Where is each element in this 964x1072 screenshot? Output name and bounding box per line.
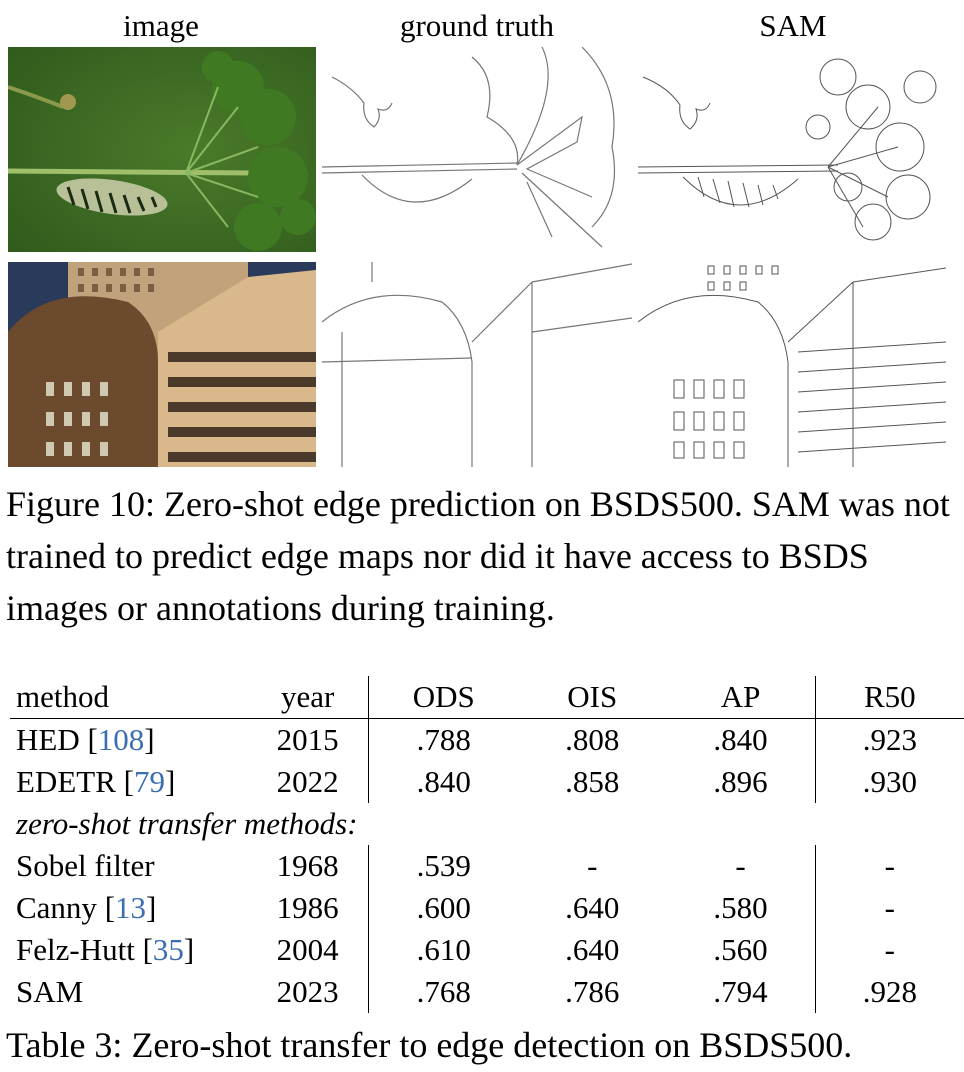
section-label: zero-shot transfer methods: xyxy=(16,806,358,841)
header-year: year xyxy=(247,676,369,719)
header-ap: AP xyxy=(666,676,815,719)
ap-cell: .794 xyxy=(713,974,768,1009)
ois-cell: - xyxy=(587,848,598,883)
year-cell: 2004 xyxy=(276,932,339,967)
ods-cell: .600 xyxy=(369,887,518,929)
ground-truth-buildings xyxy=(322,262,632,467)
r50-cell: .923 xyxy=(815,719,964,762)
ois-cell: .640 xyxy=(565,890,620,925)
results-table xyxy=(10,676,964,1013)
method-cell: EDETR [79] xyxy=(16,764,176,799)
method-cell: Canny [13] xyxy=(16,890,157,925)
year-cell: 1968 xyxy=(276,848,339,883)
year-cell: 2015 xyxy=(276,722,339,757)
method-name: HED xyxy=(16,722,80,757)
header-method: method xyxy=(10,676,247,719)
r50-cell: .928 xyxy=(815,971,964,1013)
ods-cell: .788 xyxy=(369,719,518,762)
ois-cell: .640 xyxy=(565,932,620,967)
header-ods: ODS xyxy=(369,676,518,719)
ap-cell: .840 xyxy=(713,722,768,757)
ods-cell: .539 xyxy=(369,845,518,887)
table-row xyxy=(10,845,964,887)
ois-cell: .808 xyxy=(565,722,620,757)
ap-cell: .560 xyxy=(713,932,768,967)
ods-cell: .610 xyxy=(369,929,518,971)
year-cell: 2022 xyxy=(276,764,339,799)
column-header-image: image xyxy=(123,8,199,43)
section-row xyxy=(10,803,964,845)
table-caption: Table 3: Zero-shot transfer to edge detection on BSDS500. xyxy=(6,1025,853,1065)
table-row xyxy=(10,971,964,1013)
method-cell: Felz-Hutt [35] xyxy=(16,932,195,967)
ap-cell: - xyxy=(735,848,746,883)
ois-cell: .786 xyxy=(565,974,620,1009)
column-header-sam: SAM xyxy=(759,8,827,43)
column-header-ground-truth: ground truth xyxy=(399,8,555,43)
ap-cell: .580 xyxy=(713,890,768,925)
method-name: Sobel filter xyxy=(16,848,155,883)
table-row xyxy=(10,719,964,762)
method-cell xyxy=(10,845,247,887)
citation-link[interactable]: 13 xyxy=(115,890,147,925)
r50-cell: - xyxy=(815,929,964,971)
sam-edges-buildings xyxy=(638,262,946,467)
citation-link[interactable]: 108 xyxy=(97,722,145,757)
ods-cell: .768 xyxy=(369,971,518,1013)
image-buildings-photo xyxy=(8,262,316,467)
figure-caption: Figure 10: Zero-shot edge prediction on BSDS500. SAM was not trained to predict edge maps nor did it have access to BSDS images or annotations during training. xyxy=(6,484,950,628)
method-name: EDETR xyxy=(16,764,116,799)
header-r50: R50 xyxy=(815,676,964,719)
ground-truth-caterpillar xyxy=(322,47,632,252)
citation-link[interactable]: 79 xyxy=(133,764,165,799)
table-row xyxy=(10,929,964,971)
r50-cell: - xyxy=(815,887,964,929)
r50-cell: - xyxy=(815,845,964,887)
year-cell: 2023 xyxy=(276,974,339,1009)
table-row xyxy=(10,887,964,929)
method-cell xyxy=(10,971,247,1013)
table-header-row xyxy=(10,676,964,719)
method-name: SAM xyxy=(16,974,84,1009)
method-name: Canny xyxy=(16,890,97,925)
table-row xyxy=(10,761,964,803)
ois-cell: .858 xyxy=(565,764,620,799)
ap-cell: .896 xyxy=(713,764,768,799)
header-ois: OIS xyxy=(518,676,666,719)
citation-link[interactable]: 35 xyxy=(152,932,184,967)
sam-edges-caterpillar xyxy=(638,47,946,252)
ods-cell: .840 xyxy=(369,761,518,803)
image-caterpillar-photo xyxy=(8,47,316,252)
year-cell: 1986 xyxy=(276,890,339,925)
method-cell: HED [108] xyxy=(16,722,155,757)
r50-cell: .930 xyxy=(815,761,964,803)
method-name: Felz-Hutt xyxy=(16,932,135,967)
